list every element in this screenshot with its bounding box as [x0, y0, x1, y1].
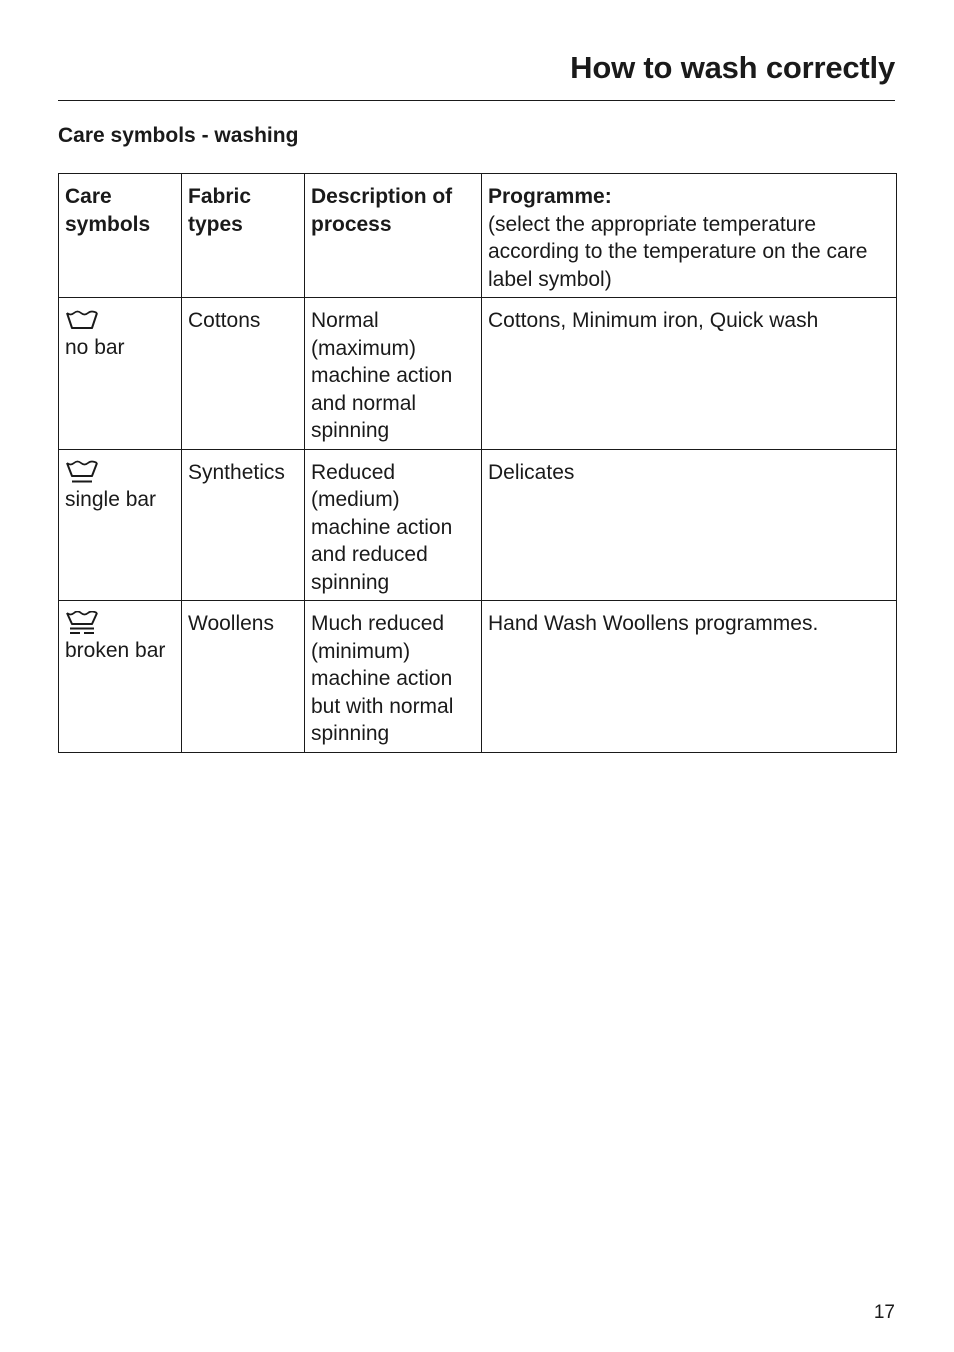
care-symbol-label: broken bar — [65, 639, 166, 662]
programme-cell: Cottons, Minimum iron, Quick wash — [482, 298, 897, 450]
table-header-row — [59, 174, 897, 298]
table-row — [59, 449, 897, 601]
care-symbol-cell — [59, 298, 182, 450]
header-programme-note: (select the appropriate temperature according to the temperature on the care label symbol) — [488, 212, 868, 291]
care-symbol-label: no bar — [65, 336, 125, 359]
programme-cell: Delicates — [482, 449, 897, 601]
care-symbol-label: single bar — [65, 487, 157, 511]
description-cell: Reduced (medium) machine action and reduced spinning — [305, 449, 482, 601]
table-row — [59, 298, 897, 450]
wash-tub-no-bar-icon — [65, 308, 99, 332]
header-fabric-types — [182, 174, 305, 298]
header-description — [305, 174, 482, 298]
fabric-cell: Woollens — [182, 601, 305, 753]
description-cell: Normal (maximum) machine action and normal spinning — [305, 298, 482, 450]
programme-cell: Hand Wash Woollens programmes. — [482, 601, 897, 753]
header-description-label: Description of process — [311, 185, 453, 236]
header-fabric-types-label: Fabric types — [188, 185, 252, 236]
care-symbol-cell — [59, 601, 182, 753]
header-care-symbols-label: Care symbols — [65, 185, 151, 236]
table-row — [59, 601, 897, 753]
description-cell: Much reduced (minimum) machine action but with normal spinning — [305, 601, 482, 753]
header-programme-label: Programme: — [488, 185, 612, 208]
care-symbols-table — [58, 173, 897, 753]
fabric-cell: Cottons — [182, 298, 305, 450]
section-heading: Care symbols - washing — [58, 124, 299, 147]
title-divider — [58, 100, 895, 101]
wash-tub-broken-bar-icon — [65, 611, 99, 635]
wash-tub-single-bar-icon — [65, 460, 99, 484]
page-title: How to wash correctly — [570, 50, 895, 85]
page-number: 17 — [873, 1302, 895, 1323]
header-care-symbols — [59, 174, 182, 298]
care-symbol-cell — [59, 449, 182, 601]
fabric-cell: Synthetics — [182, 449, 305, 601]
header-programme — [482, 174, 897, 298]
